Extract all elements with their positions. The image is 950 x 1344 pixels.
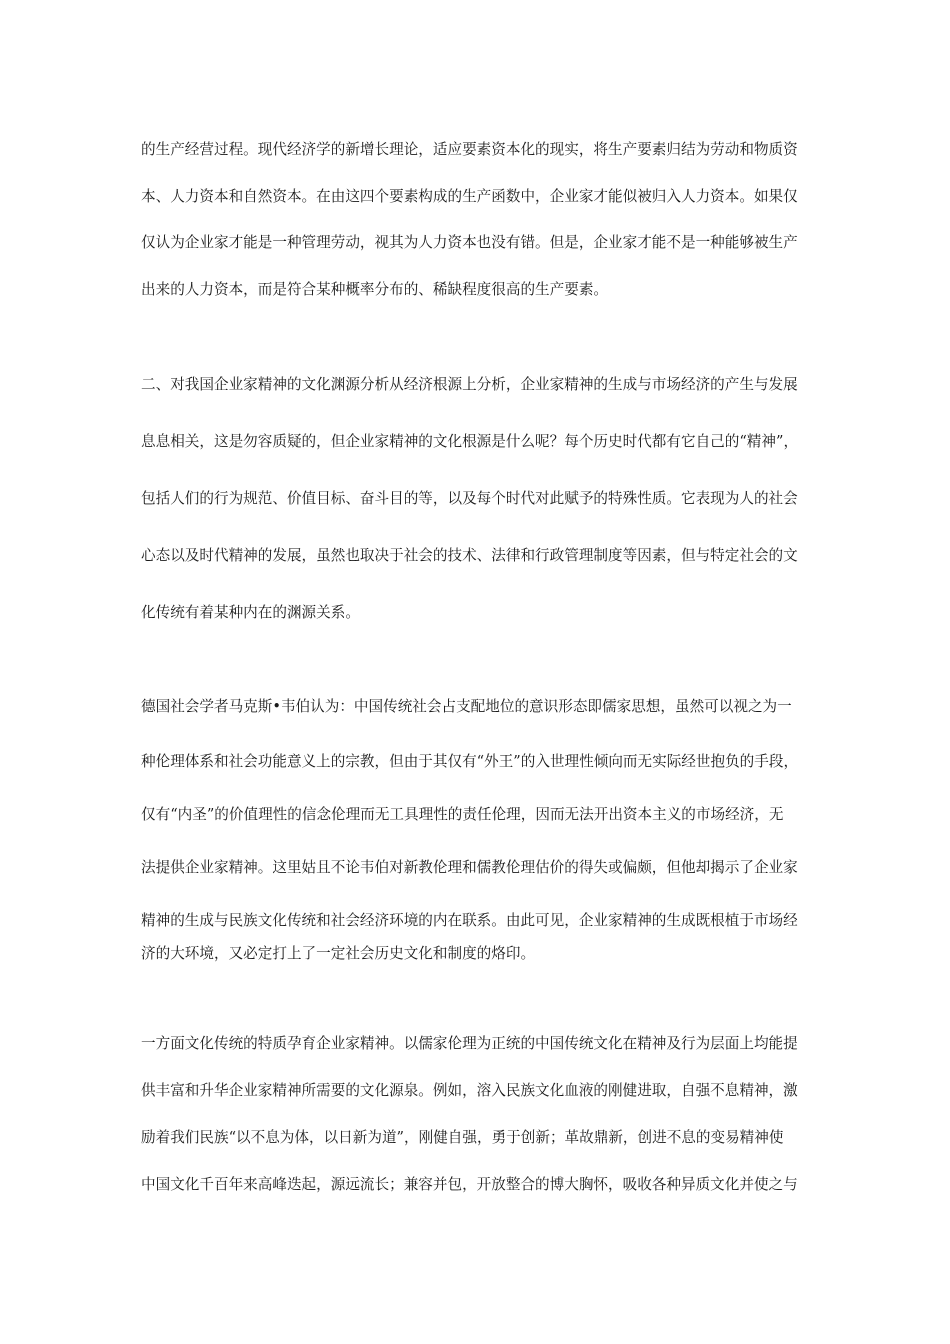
text-line: 心态以及时代精神的发展，虽然也取决于社会的技术、法律和行政管理制度等因素，但与特定社会的文 bbox=[141, 547, 798, 564]
text-line: 励着我们民族“以不息为体，以日新为道”，刚健自强，勇于创新；革故鼎新，创进不息的变易精神使 bbox=[141, 1129, 784, 1146]
text-line: 息息相关，这是勿容质疑的，但企业家精神的文化根源是什么呢？每个历史时代都有它自己的“精神”， bbox=[141, 433, 799, 450]
text-line: 包括人们的行为规范、价值目标、奋斗目的等，以及每个时代对此赋予的特殊性质。它表现为人的社会 bbox=[141, 490, 798, 507]
text-line: 仅认为企业家才能是一种管理劳动，视其为人力资本也没有错。但是，企业家才能不是一种能够被生产 bbox=[141, 234, 798, 251]
text-line: 法提供企业家精神。这里姑且不论韦伯对新教伦理和儒教伦理估价的得失或偏颇，但他却揭示了企业家 bbox=[141, 859, 798, 876]
text-line: 出来的人力资本，而是符合某种概率分布的、稀缺程度很高的生产要素。 bbox=[141, 281, 609, 298]
text-line: 德国社会学者马克斯•韦伯认为：中国传统社会占支配地位的意识形态即儒家思想，虽然可以视之为一 bbox=[141, 698, 792, 715]
text-line: 供丰富和升华企业家精神所需要的文化源泉。例如，溶入民族文化血液的刚健进取，自强不息精神，激 bbox=[141, 1082, 798, 1099]
text-line: 中国文化千百年来高峰迭起，源远流长；兼容并包，开放整合的博大胸怀，吸收各种异质文化并使之与 bbox=[141, 1176, 798, 1193]
text-line: 的生产经营过程。现代经济学的新增长理论，适应要素资本化的现实，将生产要素归结为劳动和物质资 bbox=[141, 141, 798, 158]
text-line: 二、对我国企业家精神的文化渊源分析从经济根源上分析，企业家精神的生成与市场经济的产生与发展 bbox=[141, 376, 798, 393]
text-line: 种伦理体系和社会功能意义上的宗教，但由于其仅有“外王”的入世理性倾向而无实际经世抱负的手段， bbox=[141, 753, 799, 770]
text-line: 化传统有着某种内在的渊源关系。 bbox=[141, 604, 360, 621]
text-line: 精神的生成与民族文化传统和社会经济环境的内在联系。由此可见，企业家精神的生成既根植于市场经 bbox=[141, 912, 798, 929]
text-line: 本、人力资本和自然资本。在由这四个要素构成的生产函数中，企业家才能似被归入人力资本。如果仅 bbox=[141, 188, 798, 205]
text-line: 济的大环境，又必定打上了一定社会历史文化和制度的烙印。 bbox=[141, 945, 536, 962]
text-line: 一方面文化传统的特质孕育企业家精神。以儒家伦理为正统的中国传统文化在精神及行为层面上均能提 bbox=[141, 1035, 798, 1052]
text-line: 仅有“内圣”的价值理性的信念伦理而无工具理性的责任伦理，因而无法开出资本主义的市场经济，无 bbox=[141, 806, 784, 823]
